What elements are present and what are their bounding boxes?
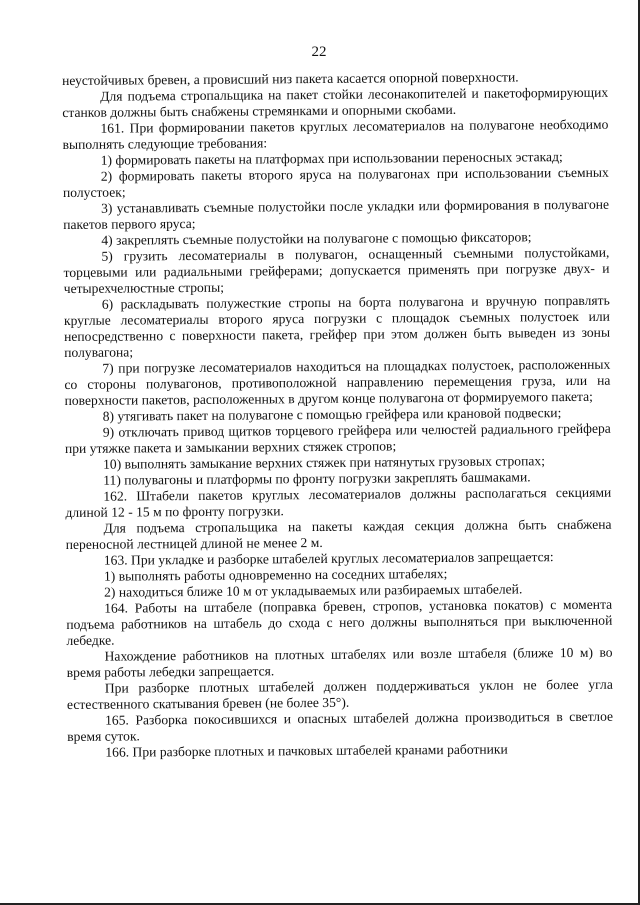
paragraph: 4) закреплять съемные полустойки на полувагоне с помощью фиксаторов; (101, 229, 532, 248)
paragraph: При разборке плотных штабелей должен поддерживаться уклон не более угла естественного скатывания бревен (не более 35°). (66, 676, 613, 712)
paragraph: 8) утягивать пакет на полувагоне с помощью грейфера или крановой подвески; (102, 405, 562, 424)
paragraph: 161. При формировании пакетов круглых лесоматериалов на полувагоне необходимо выполнять следующие требования: (62, 116, 609, 152)
paragraph: 5) грузить лесоматериалы в полувагон, оснащенный съемными полустойками, торцевыми или радиальными грейферами; допускается применять при погрузке двух- и четырехчелюстные стропы; (63, 244, 610, 296)
paragraph: 10) выполнять замыкание верхних стяжек при натянутых грузовых стропах; (103, 453, 545, 472)
paragraph: 2) формировать пакеты второго яруса на полувагонах при использовании съемных полустоек; (62, 164, 609, 200)
paragraph: Для подъема стропальщика на пакеты каждая секция должна быть снабжена переносной лестницей длиной не менее 2 м. (65, 516, 612, 552)
paragraph: 162. Штабели пакетов круглых лесоматериалов должны располагаться секциями длиной 12 - 15 м по фронту погрузки. (65, 484, 612, 520)
paragraph: 11) полувагоны и платформы по фронту погрузки закреплять башмаками. (103, 469, 531, 488)
document-body (62, 69, 613, 761)
paragraph: 7) при погрузке лесоматериалов находиться на площадках полустоек, расположенных со стороны полувагонов, противоположной направлению перемещения груза, или на поверхности пакетов, расположенных в другом конце полувагона от формируемого пакета; (64, 356, 611, 408)
paragraph: Для подъема стропальщика на пакет стойки лесонакопителей и пакетоформирующих станков должны быть снабжены стремянками и опорными скобами. (62, 84, 609, 120)
paragraph: 6) раскладывать полужесткие стропы на борта полувагона и вручную поправлять круглые лесоматериалы второго яруса погрузки с площадок съемных полустоек или непосредственно с поверхности пакета, грейфер при этом должен быть выведен из зоны полувагона; (63, 292, 611, 360)
paragraph: 164. Работы на штабеле (поправка бревен, стропов, установка покатов) с момента подъема работников на штабель до схода с него должны выполняться при выключенной лебедке. (66, 596, 613, 648)
page-number: 22 (311, 44, 327, 60)
paragraph: 165. Разборка покосившихся и опасных штабелей должна производиться в светлое время суток. (67, 708, 614, 744)
paragraph: 9) отключать привод щитков торцевого грейфера или челюстей радиального грейфера при утяжке пакета и замыкании верхних стяжек стропов; (64, 420, 611, 456)
paragraph: 1) выполнять работы одновременно на соседних штабелях; (103, 565, 448, 584)
paragraph: 166. При разборке плотных и пачковых штабелей кранами работники (105, 741, 508, 760)
paragraph: 2) находиться ближе 10 м от укладываемых или разбираемых штабелей. (104, 581, 523, 600)
paragraph: Нахождение работников на плотных штабелях или возле штабеля (ближе 10 м) во время работы лебедки запрещается. (66, 644, 613, 680)
paragraph: неустойчивых бревен, а провисший низ пакета касается опорной поверхности. (62, 69, 519, 88)
paragraph: 163. При укладке и разборке штабелей круглых лесоматериалов запрещается: (103, 549, 554, 568)
paragraph: 1) формировать пакеты на платформах при использовании переносных эстакад; (100, 149, 563, 168)
paragraph: 3) устанавливать съемные полустойки после укладки или формирования в полувагоне пакетов первого яруса; (63, 196, 610, 232)
